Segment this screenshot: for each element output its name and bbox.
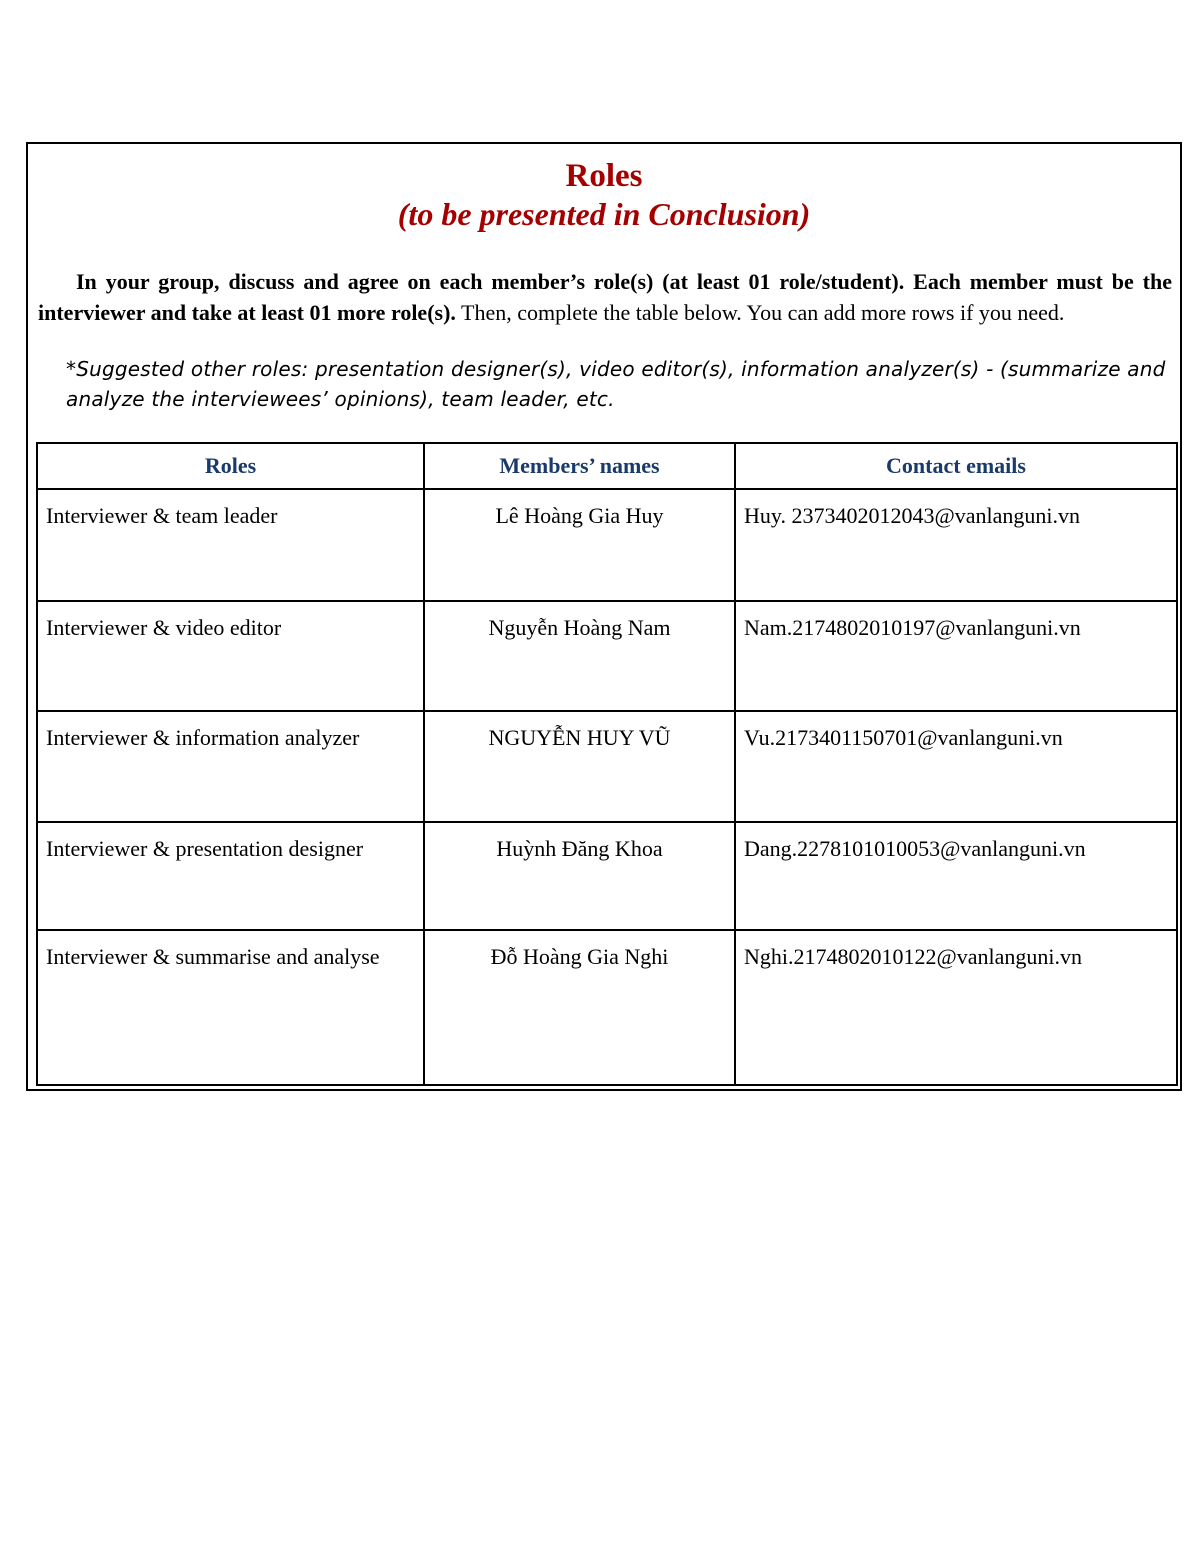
role-cell: Interviewer & video editor: [37, 601, 424, 711]
table-row: [37, 711, 1177, 822]
role-cell: Interviewer & summarise and analyse: [37, 930, 424, 1085]
email-cell: Nghi.2174802010122@vanlanguni.vn: [735, 930, 1177, 1085]
section-title: Roles: [565, 158, 643, 194]
section-subtitle: (to be presented in Conclusion): [397, 196, 811, 232]
table-row: [37, 601, 1177, 711]
email-cell: Vu.2173401150701@vanlanguni.vn: [735, 711, 1177, 822]
member-name-cell: NGUYỄN HUY VŨ: [424, 711, 735, 822]
table-row: [37, 489, 1177, 601]
member-name-cell: Nguyễn Hoàng Nam: [424, 601, 735, 711]
instructions-paragraph: [38, 266, 1172, 328]
instructions-bold-text: In your group, discuss and agree on each member’s role(s) (at least 01 role/student). Each member must be the interviewer and take at least 01 more role(s).: [38, 269, 1172, 325]
suggested-roles-note: *Suggested other roles: presentation designer(s), video editor(s), information analyzer(s) - (summarize and analyze the interviewees’ opinions), team leader, etc.: [66, 357, 1166, 411]
email-cell: Nam.2174802010197@vanlanguni.vn: [735, 601, 1177, 711]
email-cell: Huy. 2373402012043@vanlanguni.vn: [735, 489, 1177, 601]
table-header-row: [37, 443, 1177, 489]
role-cell: Interviewer & information analyzer: [37, 711, 424, 822]
header-roles: Roles: [37, 443, 424, 489]
table-row: [37, 822, 1177, 930]
header-contact-emails: Contact emails: [735, 443, 1177, 489]
roles-table: [36, 442, 1178, 1086]
roles-section-frame: [26, 142, 1182, 1091]
role-cell: Interviewer & presentation designer: [37, 822, 424, 930]
member-name-cell: Huỳnh Đăng Khoa: [424, 822, 735, 930]
instructions-normal-text: Then, complete the table below. You can add more rows if you need.: [455, 300, 1065, 325]
member-name-cell: Lê Hoàng Gia Huy: [424, 489, 735, 601]
role-cell: Interviewer & team leader: [37, 489, 424, 601]
email-cell: Dang.2278101010053@vanlanguni.vn: [735, 822, 1177, 930]
header-members-names: Members’ names: [424, 443, 735, 489]
table-row: [37, 930, 1177, 1085]
member-name-cell: Đỗ Hoàng Gia Nghi: [424, 930, 735, 1085]
